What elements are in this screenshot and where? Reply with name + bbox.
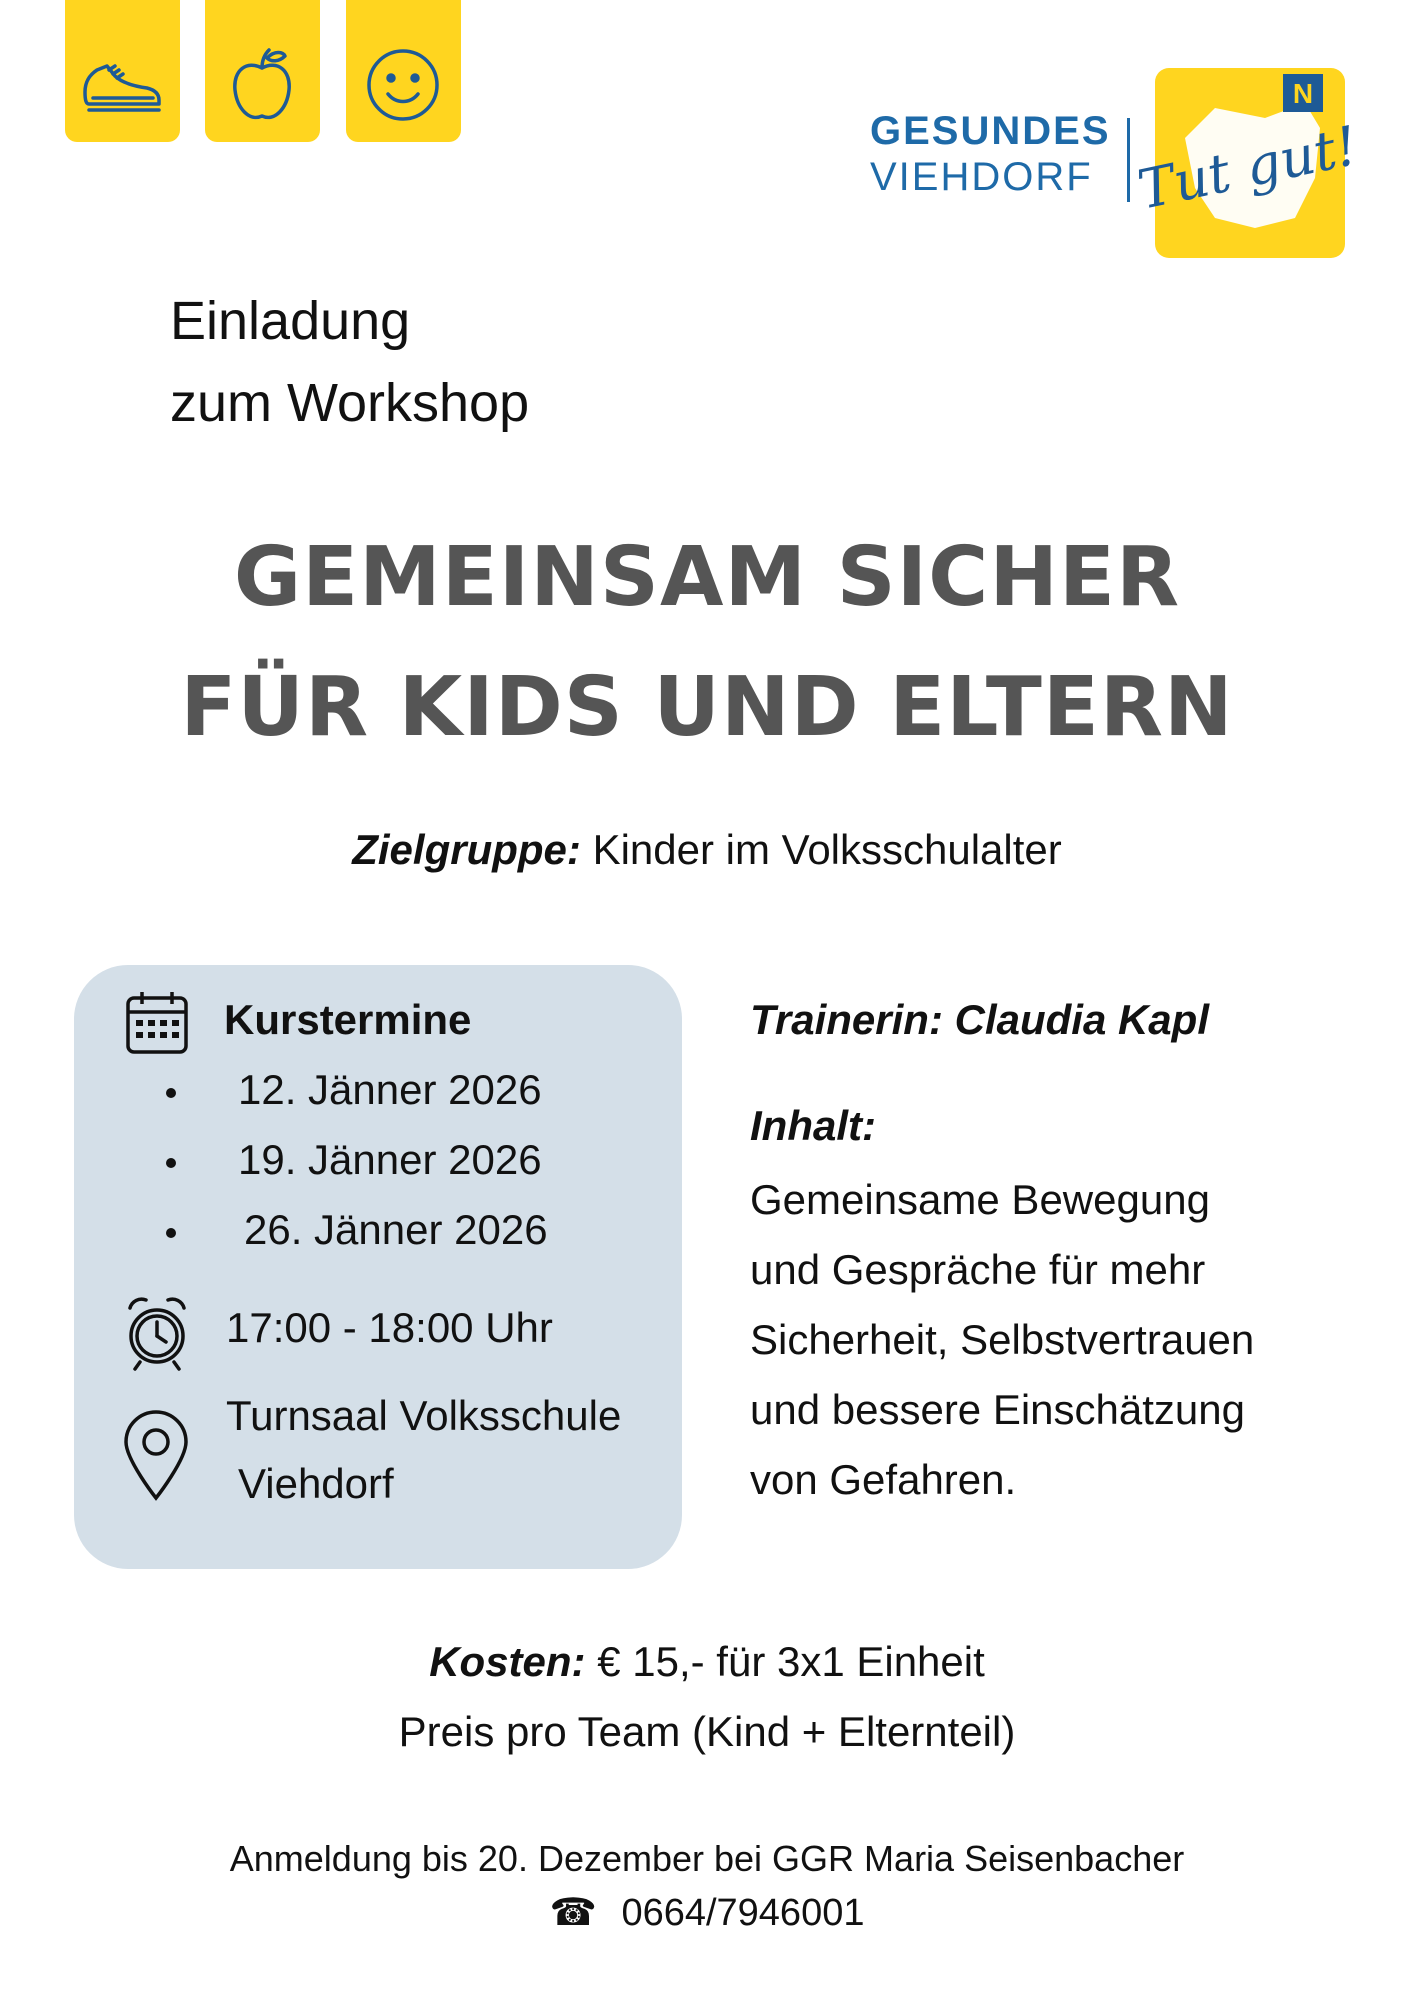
registration-phone-row bbox=[0, 1890, 1414, 1935]
course-date-3: 26. Jänner 2026 bbox=[244, 1206, 548, 1253]
cost-note: Preis pro Team (Kind + Elternteil) bbox=[398, 1708, 1016, 1755]
content-line: und bessere Einschätzung bbox=[750, 1386, 1245, 1433]
calendar-icon bbox=[124, 990, 190, 1056]
bullet bbox=[166, 1228, 176, 1238]
content-line: von Gefahren. bbox=[750, 1456, 1017, 1503]
smiley-icon bbox=[358, 40, 449, 131]
course-date-1: 12. Jänner 2026 bbox=[238, 1066, 542, 1113]
phone-number[interactable]: 0664/7946001 bbox=[621, 1892, 865, 1934]
icon-tile-smiley bbox=[346, 0, 461, 142]
logo-text bbox=[870, 108, 1111, 200]
target-group bbox=[0, 826, 1414, 874]
location-line-1: Turnsaal Volksschule bbox=[226, 1392, 622, 1439]
cost-text: € 15,- für 3x1 Einheit bbox=[597, 1638, 985, 1685]
bullet bbox=[166, 1158, 176, 1168]
content-line: Sicherheit, Selbstvertrauen bbox=[750, 1316, 1255, 1363]
phone-icon: ☎ bbox=[549, 1890, 597, 1934]
content-line: und Gespräche für mehr bbox=[750, 1246, 1206, 1293]
headline-line-2: FÜR KIDS UND ELTERN bbox=[180, 660, 1234, 755]
cost-label: Kosten: bbox=[429, 1638, 586, 1685]
target-group-text: Kinder im Volksschulalter bbox=[592, 826, 1062, 873]
logo-line-gesundes: GESUNDES bbox=[870, 109, 1111, 153]
trainer: Trainerin: Claudia Kapl bbox=[750, 996, 1209, 1043]
bullet bbox=[166, 1088, 176, 1098]
content-text bbox=[750, 1165, 1254, 1515]
course-date-2: 19. Jänner 2026 bbox=[238, 1136, 542, 1183]
location-pin-icon bbox=[122, 1410, 190, 1502]
logo-divider bbox=[1127, 118, 1130, 202]
course-time: 17:00 - 18:00 Uhr bbox=[226, 1304, 553, 1351]
intro-line-2: zum Workshop bbox=[170, 373, 530, 433]
content-label: Inhalt: bbox=[750, 1102, 876, 1149]
icon-tile-apple bbox=[205, 0, 320, 142]
headline-line-1: GEMEINSAM SICHER bbox=[233, 530, 1181, 625]
course-dates-title: Kurstermine bbox=[224, 996, 472, 1043]
logo-line-viehdorf: VIEHDORF bbox=[870, 155, 1093, 199]
content-line: Gemeinsame Bewegung bbox=[750, 1176, 1210, 1223]
intro bbox=[170, 280, 529, 444]
logo-badge-letter: N bbox=[1292, 78, 1314, 109]
registration-text: Anmeldung bis 20. Dezember bei GGR Maria Seisenbacher bbox=[229, 1838, 1185, 1879]
intro-line-1: Einladung bbox=[170, 291, 411, 351]
tut-gut-logo-badge bbox=[1132, 68, 1364, 258]
icon-tile-running bbox=[65, 0, 180, 142]
tut-gut-logo bbox=[1132, 68, 1364, 258]
apple-icon bbox=[217, 40, 308, 131]
running-shoe-icon bbox=[77, 40, 168, 131]
alarm-clock-icon bbox=[124, 1292, 190, 1372]
logo-badge-text: Tut gut! bbox=[1132, 113, 1364, 222]
location-line-2: Viehdorf bbox=[238, 1460, 394, 1507]
cost bbox=[0, 1638, 1414, 1686]
target-group-label: Zielgruppe: bbox=[352, 826, 581, 873]
